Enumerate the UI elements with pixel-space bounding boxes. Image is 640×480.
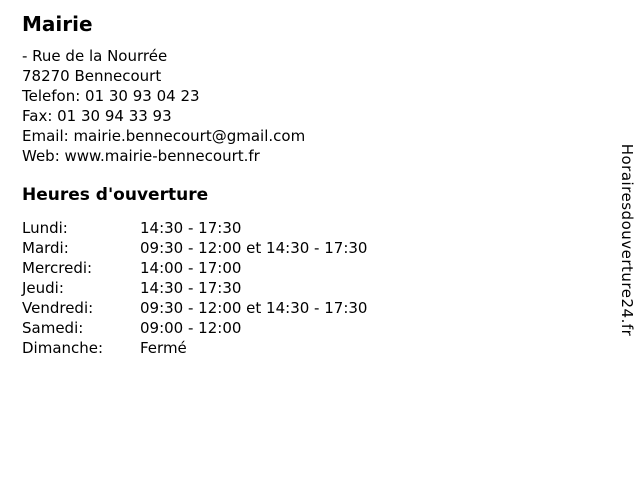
address-city: 78270 Bennecourt — [22, 67, 162, 85]
hours-row-saturday — [22, 318, 600, 338]
day-hours: 09:00 - 12:00 — [140, 319, 242, 337]
page-title: Mairie — [22, 12, 93, 36]
phone-line: Telefon: 01 30 93 04 23 — [22, 87, 200, 105]
day-label: Mardi: — [22, 239, 69, 257]
web-line: Web: www.mairie-bennecourt.fr — [22, 147, 260, 165]
hours-row-tuesday — [22, 238, 600, 258]
address-street: - Rue de la Nourrée — [22, 47, 168, 65]
hours-row-thursday — [22, 278, 600, 298]
hours-row-friday — [22, 298, 600, 318]
day-hours: 14:30 - 17:30 — [140, 219, 242, 237]
day-label: Mercredi: — [22, 259, 93, 277]
opening-hours-heading: Heures d'ouverture — [22, 185, 209, 205]
hours-row-wednesday — [22, 258, 600, 278]
day-hours: 09:30 - 12:00 et 14:30 - 17:30 — [140, 239, 368, 257]
fax-line: Fax: 01 30 94 33 93 — [22, 107, 172, 125]
day-label: Samedi: — [22, 319, 84, 337]
hours-row-sunday — [22, 338, 600, 358]
day-hours: 09:30 - 12:00 et 14:30 - 17:30 — [140, 299, 368, 317]
day-label: Vendredi: — [22, 299, 94, 317]
email-line: Email: mairie.bennecourt@gmail.com — [22, 127, 306, 145]
watermark-vertical-text: Horairesdouverture24.fr — [618, 143, 636, 337]
opening-hours-table — [22, 218, 600, 358]
contact-block — [22, 46, 600, 166]
day-label: Lundi: — [22, 219, 68, 237]
day-hours: Fermé — [140, 339, 187, 357]
day-label: Dimanche: — [22, 339, 104, 357]
day-label: Jeudi: — [22, 279, 64, 297]
day-hours: 14:30 - 17:30 — [140, 279, 242, 297]
day-hours: 14:00 - 17:00 — [140, 259, 242, 277]
hours-row-monday — [22, 218, 600, 238]
